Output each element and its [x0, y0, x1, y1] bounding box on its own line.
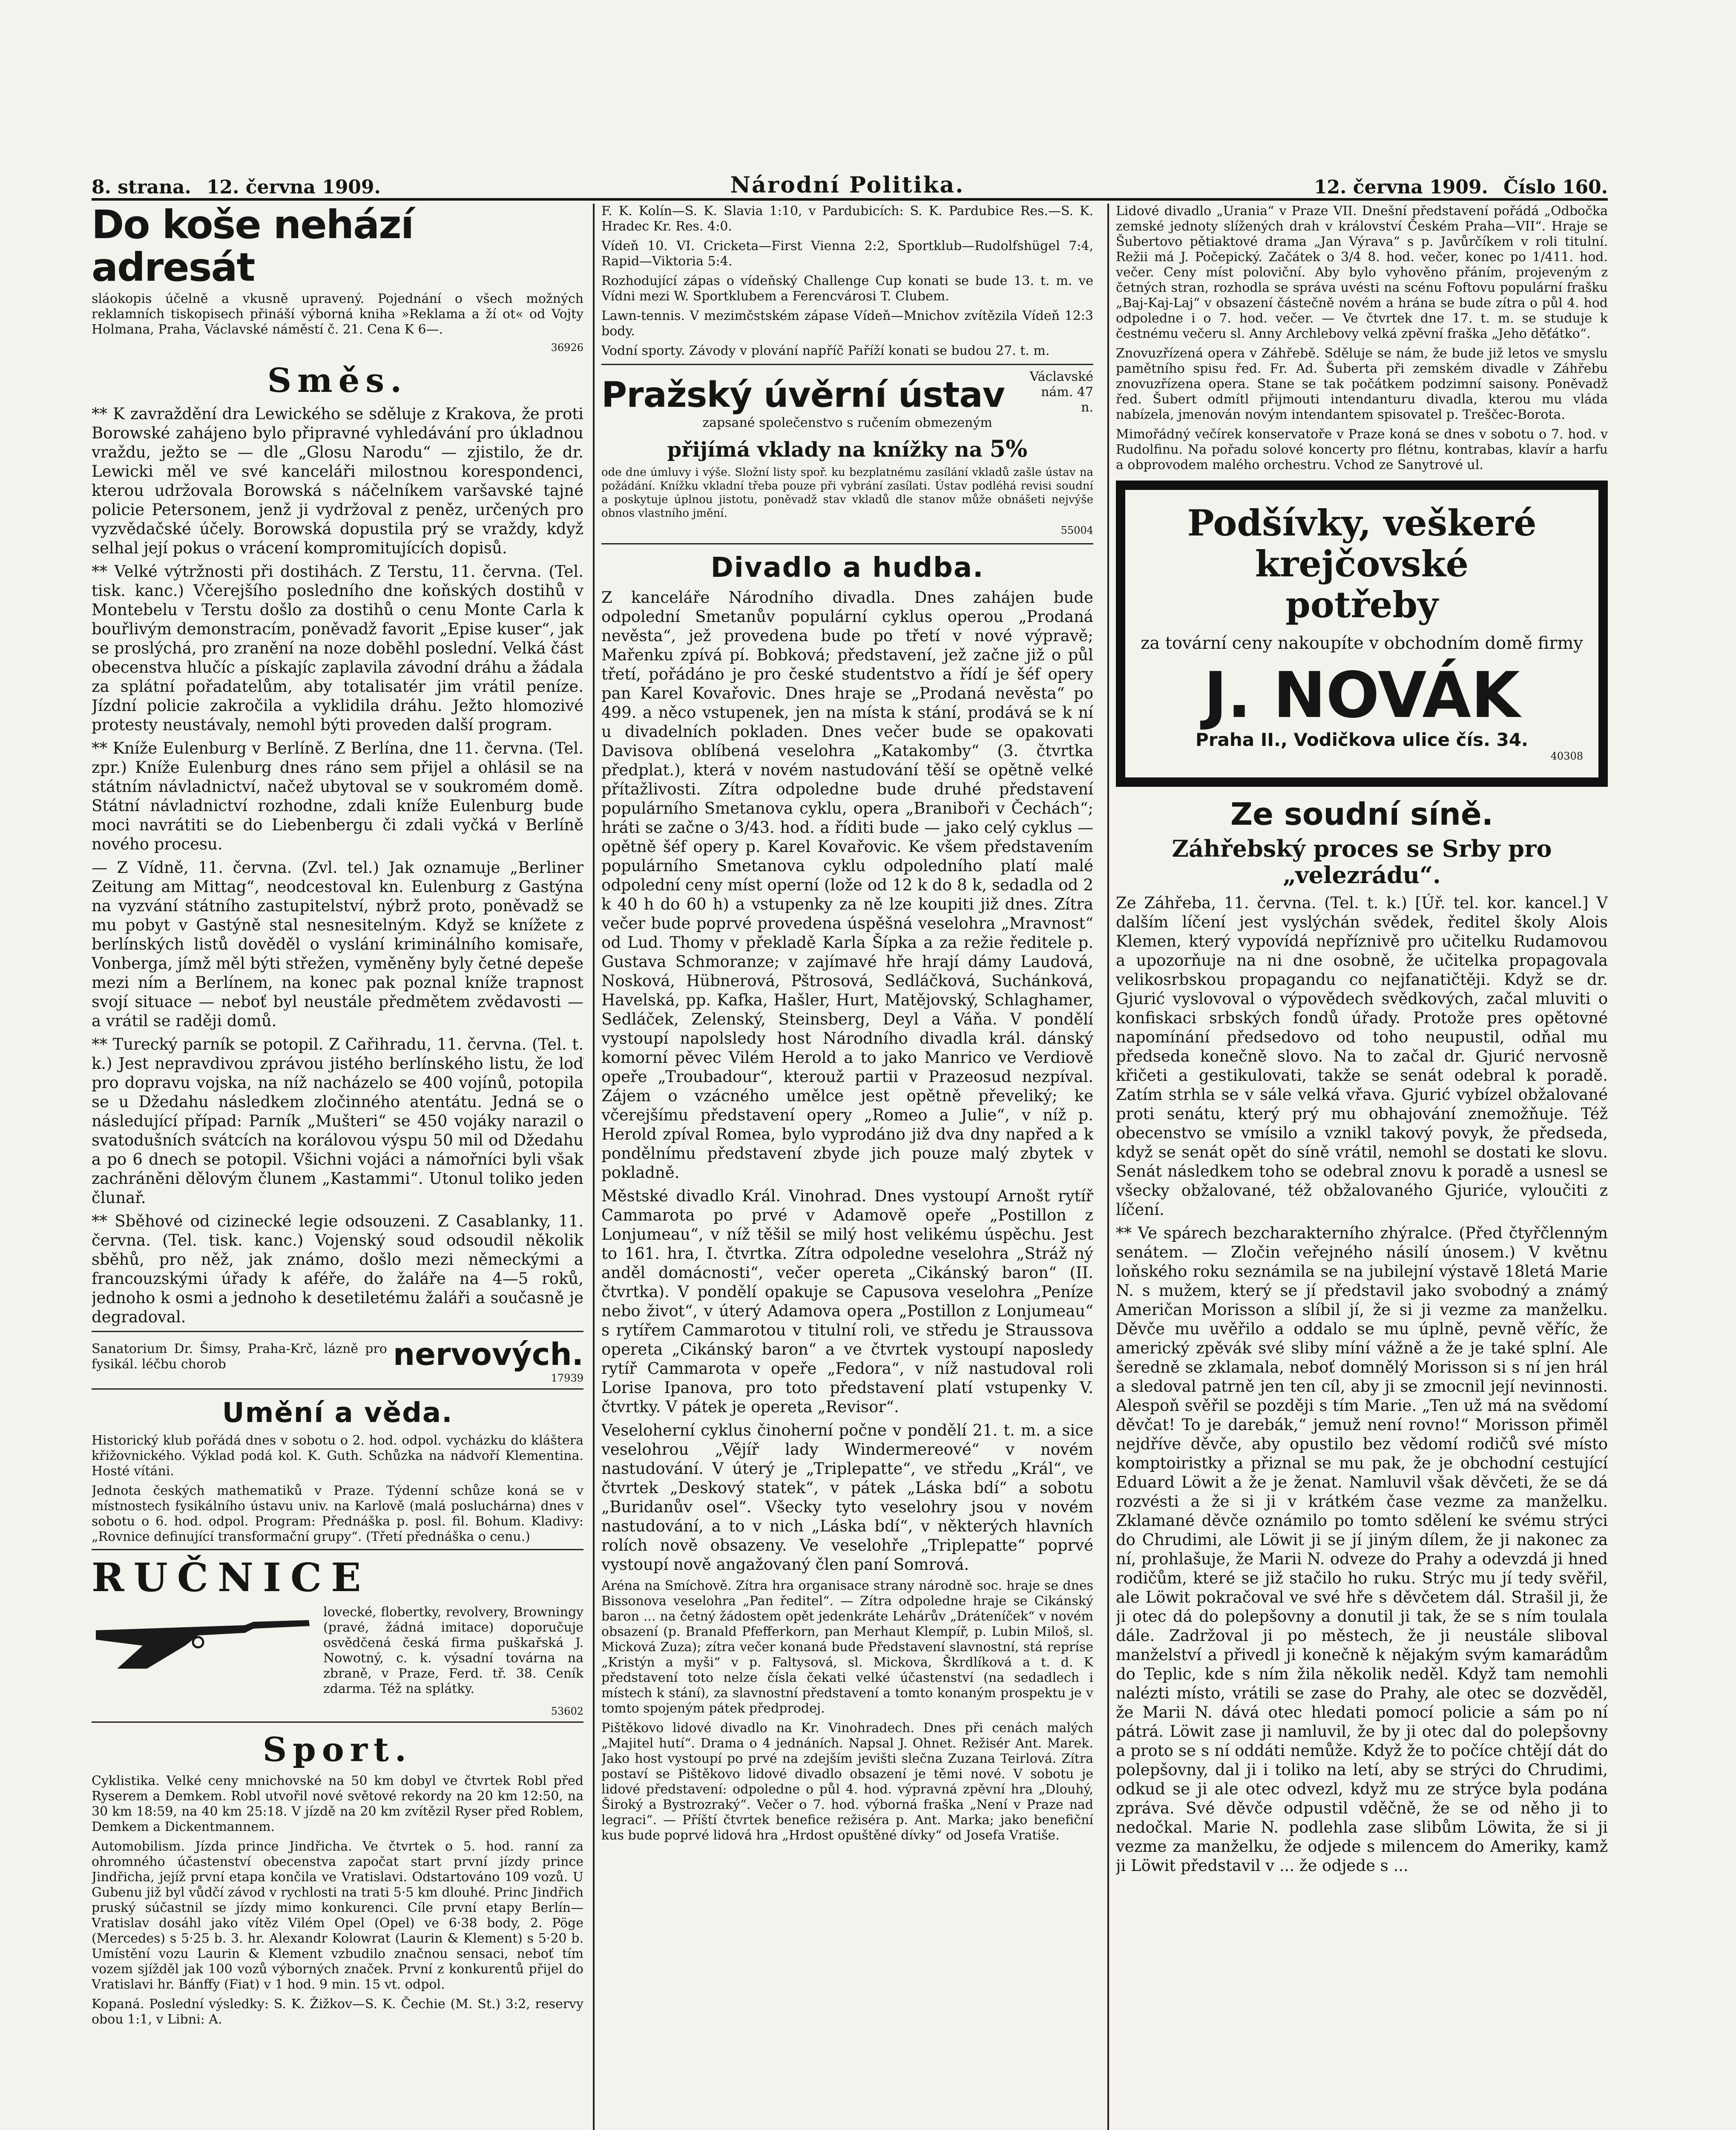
article: ** Kníže Eulenburg v Berlíně. Z Berlína, dne 11. června. (Tel. zpr.) Kníže Eulenburg dnes ráno sem přijel a ohlásil se na státním návladnictví, načež ubytoval se v soukromém domě. Státní návladnictví rozhodne, zdali kníže Eulenburg bude moci navrátiti se do Liebenbergu či zdali vyčká v Berlíně nového procesu. [92, 739, 583, 853]
novak-line1: Podšívky, veškeré krejčovské [1187, 502, 1537, 585]
article: ** Velké výtržnosti při dostihách. Z Terstu, 11. června. (Tel. tisk. kanc.) Včerejšího posledního dne koňských dostihů v Montebelu v Terstu došlo za dostihů o cenu Monte Carla k bouřlivým demonstracím, poněvadž favorit „Epise kuser“, jak se proslýchá, pro zranění na noze doběhl poslední. Velká část obecenstva hlučíc a pískajíc zaplavila závodní dráhu a žádala za splátní pořadatelům, aby totalisatér jim vrátil peníze. Jízdní policie zakročila a vyklidila dráhu. Ježto hlomozivé protesty neustávaly, nemohl býti proveden další program. [92, 562, 583, 734]
article: Historický klub pořádá dnes v sobotu o 2. hod. odpol. vycházku do kláštera křižovnického. Výklad podá kol. K. Guth. Schůzka na nádvoří Klementina. Hosté vítáni. [92, 1433, 583, 1479]
novak-line2: potřeby [1285, 584, 1438, 626]
column-rule [1107, 204, 1109, 2130]
header-date-right: 12. června 1909. [1313, 176, 1488, 198]
article: Městské divadlo Král. Vinohrad. Dnes vystoupí Arnošt rytíř Cammarota po prvé v Adamově opeře „Postillon z Lonjumeau“, v níž těšil se milý host velikému úspěchu. Jest to 161. hra, I. čtvrtka. Zítra odpoledne veselohra „Stráž ný anděl domácnosti“, večer opereta „Cikánský baron“ (II. čtvrtka). V pondělí opakuje se Capusova veselohra „Peníze nebo život“, v úterý Adamova opera „Postillon z Lonjumeau“ s rytířem Cammarotou v titulní roli, ve středu je Straussova opereta „Cikánský baron“ a ve čtvrtek vystoupí naposledy rytíř Cammarota v opeře „Fedora“, v níž nastudoval roli Lorise Ipanova, pro toto představení platí vstupenky V. čtvrtky. V pátek je opereta „Revisor“. [601, 1187, 1093, 1416]
ad-novak [1116, 481, 1608, 787]
sanatorium-text: Sanatorium Dr. Šimsy, Praha-Krč, lázně pro fysikál. léčbu chorob [92, 1341, 387, 1372]
column-1 [92, 204, 583, 2130]
ad-number: 55004 [1061, 524, 1093, 536]
column-rule [593, 204, 595, 2130]
article: Aréna na Smíchově. Zítra hra organisace strany národně soc. hraje se dnes Bissonova veselohra „Pan ředitel“. — Zítra odpoledne hraje se Cikánský baron ... na četný žádostem opět jedenkráte Lehárův „Dráteníček“ v novém obsazení (p. Branald Pfefferkorn, pan Merhaut Klempíř, p. Lubin Miloš, sl. Micková Zuza); zítra večer konaná bude Představení slavnostní, stá repríse „Kristýn a myši“ v p. Faltysová, sl. Mickova, Škrdlíková a t. d. K představení toto nelze čísla čekati velké účastenství (na sedadlech i místech k stání), za slavnostní představení a tomto konaným prospektu je v tomto spojeným pátek předprodej. [601, 1578, 1093, 1716]
article: ** Turecký parník se potopil. Z Cařihradu, 11. června. (Tel. t. k.) Jest nepravdivou zprávou jistého berlínského listu, že loď pro dopravu vojska, na níž nacházelo se 400 vojínů, potopila se u Džedahu následkem zločinného atentátu. Jedná se o následující případ: Parník „Mušteri“ se 450 vojáky narazil o svatodušních svátcích na korálovou výspu 50 mil od Džedahu a po 6 dnech se potopil. Všichni vojáci a námořníci byli však zachráněni dělovým člunem „Kastammi“. Utonul toliko jeden člunař. [92, 1035, 583, 1207]
ad-sanatorium [92, 1336, 583, 1372]
article: Znovuzřízená opera v Záhřebě. Sděluje se nám, že bude již letos ve smyslu pamětního spisu řed. Fr. Ad. Šuberta při zemském divadle v Záhřebu znovuzřízena opera. Stane se tak počátkem podzimní saisony. Poněvadž řed. Šubert odmítl přijmouti intendanturu divadla, kterou mu vláda nabízela, jmenován novým intendantem spisovatel p. Treščec-Borota. [1116, 346, 1608, 422]
bank-percent: 5% [989, 435, 1028, 462]
article: ** K zavraždění dra Lewického se sděluje z Krakova, že proti Borowské zahájeno bylo připravné vyhledávání pro úkladnou vraždu, ježto se — dle „Glosu Narodu“ — zjistilo, že dr. Lewicki měl ve své kanceláři milostnou korespondenci, kterou udržovala Borowská s náčelníkem varšavské tajné policie Petersonem, jenž ji vydržoval z peněz, určených pro vyzvědačské účely. Borowská dopustila prý se vraždy, když selhal její pokus o vrácení kompromitujících dopisů. [92, 405, 583, 557]
ad-number: 53602 [551, 1705, 583, 1717]
article: Pištěkovo lidové divadlo na Kr. Vinohradech. Dnes při cenách malých „Majitel hutí“. Drama o 4 jednáních. Napsal J. Ohnet. Režisér Ant. Marek. Jako host vystoupí po prvé na zdejším jevišti slečna Zuzana Teirlová. Zítra postaví se Pištěkovo lidové divadlo obsazení je těmi nové. V sobotu je lidové představení: odpoledne o půl 4. hod. výpravná zpěvní hra „Dlouhý, Široký a Bystrozraký“. Večer o 7. hod. výborná fraška „Není v Praze nad legraci“. — Příští čtvrtek benefice režiséra p. Ant. Marka; jako benefiční kus bude poprvé lidová hra „Hrdost opuštěné dívky“ od Josefa Vratiše. [601, 1721, 1093, 1843]
sanatorium-big: nervových. [393, 1336, 583, 1372]
article: Vídeň 10. VI. Cricketa—First Vienna 2:2, Sportklub—Rudolfshügel 7:4, Rapid—Viktoria 5:4. [601, 239, 1093, 269]
article: Mimořádný večírek konservatoře v Praze koná se dnes v sobotu o 7. hod. v Rudolfinu. Na pořadu solové koncerty pro flétnu, kontrabas, klavír a harfu a obprovodem malého orchestru. Vchod ze Sanytrové ul. [1116, 427, 1608, 472]
article: Cyklistika. Velké ceny mnichovské na 50 km dobyl ve čtvrtek Robl před Ryserem a Demkem. Robl utvořil nové světové rekordy na 20 km 12:50, na 30 km 18:59, na 40 km 25:18. V jízdě na 20 km zvítězil Ryser před Roblem, Demkem a Dickentmannem. [92, 1773, 583, 1834]
bank-line1: zapsané společenstvo s ručením obmezeným [702, 415, 992, 430]
bank-name: Pražský úvěrní ústav [601, 375, 1005, 415]
bank-line2: přijímá vklady na knížky na [667, 438, 983, 462]
ad-bank [601, 364, 1093, 544]
novak-name: J. NOVÁK [1204, 659, 1520, 732]
issue-number: Číslo 160. [1503, 176, 1608, 198]
article: Lawn-tennis. V mezimčstském zápase Vídeň—Mnichov zvítězila Vídeň 12:3 body. [601, 308, 1093, 339]
article: Veseloherní cyklus činoherní počne v pondělí 21. t. m. a sice veselohrou „Vějíř lady Windermereové“ v novém nastudování. V úterý je „Triplepatte“, ve středu „Král“, ve čtvrtek „Deskový statek“, v pátek „Láska bdí“ a sobotu „Buridanův osel“. Všecky tyto veselohry jsou v novém nastudování, a to v nich „Láska bdí“, v některých hlavních rolích nově obsazeny. Ve veselohře „Triplepatte“ poprvé vystoupí nově angažovaný člen paní Somrová. [601, 1421, 1093, 1574]
rucnice-title: RUČNICE [92, 1554, 371, 1600]
ad-rucnice [92, 1554, 583, 1717]
article: Z kanceláře Národního divadla. Dnes zahájen bude odpolední Smetanův populární cyklus operou „Prodaná nevěsta“, jež provedena bude po třetí v nové výpravě; Mařenku zpívá pí. Bobková; představení, jež začne již o půl třetí, pořádáno je pro české studentstvo a řídí je šéf opery pan Karel Kovařovic. Dnes hraje se „Prodaná nevěsta“ po 499. a něco vstupenek, jen na místa k stání, prodává se k ní u divadelních pokladen. Dnes večer bude se opakovati Davisova oblíbená veselohra „Katakomby“ (3. čtvrtka předplat.), která v novém nastudování těší se opětně velké přítažlivosti. Zítra odpoledne bude druhé představení populárního Smetanova cyklu, opera „Braniboři v Čechách“; hráti se začne o 3/43. hod. a říditi bude — jako celý cyklus — opětně šéf opery p. Karel Kovařovic. Ke všem představením populárního Smetanova cyklu odpoledního platí malé odpolední ceny míst operní (lože od 12 k do 8 k, sedadla od 2 k 40 h do 60 h) a vstupenky za ně lze koupiti již dnes. Zítra večer bude poprvé provedena úspěšná veselohra „Mravnost“ od Lud. Thomy v překladě Karla Šípka a za režie ředitele p. Gustava Schmoranze; v zajímavé hře hrají dámy Laudová, Nosková, Hübnerová, Pštrosová, Sedláčková, Suchánková, Havelská, pp. Kafka, Hašler, Hurt, Matějovský, Schlaghamer, Sedláček, Zelenský, Steinsberg, Deyl a Váňa. V pondělí vystoupí napolsledy host Národního divadla král. dánský komorní pěvec Vilém Herold a to jako Manrico ve Verdiově opeře „Troubadour“, kterouž partii v Prazeosud nezpíval. Zájem o vzácného umělce jest opětně převeliký; ke včerejšímu představení opery „Romeo a Julie“, v níž p. Herold zpíval Romea, bylo vyprodáno již dva dny napřed a k pondělnímu představení zbyde jich pouze malý zbytek v pokladně. [601, 588, 1093, 1182]
ad-number: 17939 [551, 1372, 583, 1384]
bank-address: Václavské nám. 47 n. [1029, 369, 1093, 415]
ad-number: 40308 [1550, 750, 1583, 762]
divider [92, 1388, 583, 1390]
novak-address: Praha II., Vodičkova ulice čís. 34. [1196, 729, 1528, 750]
masthead: Národní Politika. [730, 172, 965, 198]
page-header [92, 164, 1608, 201]
section-title-umeni: Umění a věda. [222, 1397, 453, 1429]
section-title-sport: Sport. [262, 1730, 413, 1769]
article: Ze Záhřeba, 11. června. (Tel. t. k.) [Úř. tel. kor. kancel.] V dalším líčení jest vyslýchán svědek, ředitel školy Alois Klemen, který vypovídá nepříznivě pro učitelku Rudamovou a upozorňuje na ni dne osobně, že učitelka propagovala velikosrbskou propagandu co nejfanatičtěji. Když se dr. Gjurić vyslovoval o výpovědech svědkových, začal mluviti o konfiskaci srbských fondů úřady. Protože pres opětovné napomínání předsedovo od toho neupustil, odňal mu předseda konečně slovo. Na to začal dr. Gjurić nervosně křičeti a gestikulovati, takže se senát odebral k poradě. Zatím strhla se v sále velká vřava. Gjurić vybízel obžalované proti senátu, který prý mu obhajování znemožňuje. Též obecenstvo se vmísilo a vznikl takový povyk, že předseda, když se senát opět do síně vrátil, nemohl se dostati ke slovu. Senát následkem toho se odebral znovu k poradě a usnesl se všecky obžalované, též obžalovaného Gjuriće, vyloučiti z líčení. [1116, 894, 1608, 1219]
divider [92, 1331, 583, 1332]
article: F. K. Kolín—S. K. Slavia 1:10, v Pardubicích: S. K. Pardubice Res.—S. K. Hradec Kr. Res. 4:0. [601, 204, 1093, 234]
article: ** Sběhové od cizinecké legie odsouzeni. Z Casablanky, 11. června. (Tel. tisk. kanc.) Vojenský soud odsoudil několik sběhů, pro něž, jak známo, došlo mezi německými a francouzskými úřady k aféře, do žaláře na 4—5 roků, jednoho k osmi a jednoho k desetiletému žaláři a současně je degradoval. [92, 1212, 583, 1326]
article: — Z Vídně, 11. června. (Zvl. tel.) Jak oznamuje „Berliner Zeitung am Mittag“, neodcestoval kn. Eulenburg z Gastýna na vyzvání státního zastupitelství, nýbrž proto, poněvadž se mu pobyt v Gastýně stal nesnesitelným. Když se knížete z berlínských listů dověděl o vyslání kriminálního komisaře, Vonberga, jímž měl býti střežen, vyměněny byly četné depeše mezi ním a Berlínem, na konec pak poznal kníže trapnost svojí situace — neboť byl neustále předmětem zvědavosti — a vrátil se raději domů. [92, 858, 583, 1030]
ad-dokose-title: Do koše nehází adresát [92, 204, 414, 290]
divider [92, 1721, 583, 1723]
article: Rozhodující zápas o vídeňský Challenge Cup konati se bude 13. t. m. ve Vídni mezi W. Sportklubem a Ferencvárosi T. Clubem. [601, 273, 1093, 304]
section-title-smes: Směs. [267, 361, 408, 400]
article: Lidové divadlo „Urania“ v Praze VII. Dnešní představení pořádá „Odbočka zemské jednoty slížených drah v království Českém Praha—VII“. Hraje se Šubertovo pětiaktové drama „Jan Výrava“ s p. Javůrčíkem v roli titulní. Režii má J. Počepický. Začátek o 3/4 8. hod. večer, konec po 1/411. hod. večer. Ceny míst poloviční. Aby bylo vyhověno přáním, projeveným z četných stran, rozhodla se správa uvésti na scénu Foftovu populární frašku „Baj-Kaj-Laj“ v obsazení částečně novém a hrána se bude zítra o půl 4. hod odpoledne i o 7. hod. večer. — Ve čtvrtek dne 17. t. m. se studuje k čestnému večeru sl. Anny Archlebovy velká zpěvní fraška „Jeho děťátko“. [1116, 204, 1608, 341]
section-title-divadlo: Divadlo a hudba. [710, 552, 984, 584]
divider [92, 1549, 583, 1550]
header-date-left: 12. června 1909. [206, 176, 381, 198]
section-title-court: Ze soudní síně. [1230, 796, 1494, 832]
ad-number: 36926 [551, 342, 583, 354]
bank-line3: ode dne úmluvy i výše. Složní listy spoř. ku bezplatnému zasílání vkladů zašle ústav na požádání. Knížku vkladní třeba pouze při vybrání zasílati. Ústav podléhá revisi soudní a poskytuje úplnou jistotu, poněvadž stav vkladů dle stanov může obnášeti nejvýše obnos vlastního jmění. [601, 466, 1093, 520]
novak-line3: za tovární ceny nakoupíte v obchodním domě firmy [1141, 633, 1583, 653]
rifle-icon [92, 1605, 313, 1673]
article: Vodní sporty. Závody v plování napříč Paříží konati se budou 27. t. m. [601, 343, 1050, 358]
article: ** Ve spárech bezcharakterního zhýralce. (Před čtyřčlenným senátem. — Zločin veřejného násilí únosem.) V květnu loňského roku seznámila se na jubilejní výstavě 18letá Marie N. s mužem, který se jí představil jako svobodný a známý Američan Morisson a slíbil jí, že si ji vezme za manželku. Děvče mu uvěřilo a oddalo se mu úplně, pevně věříc, že americký zpěvák své sliby míní vážně a že je také splní. Ale šeredně se zklamala, neboť domnělý Morisson si s ní jen hrál a sledoval patrně jen ten cíl, aby ji se zmocnil její nevinnosti. Alespoň svěřil se později s tím Marie. „Ten už má na svědomí děvčat! To je darebák,“ jemuž není rovno!“ Morisson přiměl nejdříve děvče, aby opustilo bez vědomí rodičů své místo komptoiristky a přiznal se mu pak, že je obchodní cestující Eduard Löwit a že je ženat. Namluvil však děvčeti, že se dá rozvésti a že si ji v krátkém čase vezme za manželku. Zklamané děvče oznámilo po tomto sdělení ke svému strýci do Chrudimi, ale Löwit ji se jí jiným dílem, že ji nakonec za ní, prohlašuje, že Marii N. odveze do Prahy a odevzdá ji hned rodičům, které se již stačilo ho ruku. Strýc mu jí tedy svěřil, ale Löwit pokračoval ve své hře s děvčetem dál. Strašil ji, že ji otec dá do polepšovny a donutil ji tak, že se s ním toulala dále. Zadržoval ji po městech, že ji neustále sliboval manželství a přivedl ji konečně k nějakým svým kamarádům do Teplic, kde s ním žila několik neděl. Když tam nemohli nalézti místo, vrátili se zase do Prahy, ale otec se dozvěděl, že Marii N. dává otec hledati pomocí policie a sám po ní pátrá. Löwit zase ji namluvil, že by ji otec dal do polepšovny a proto se s ní oddáti nemůže. Když že to počíce chtějí dát do polepšovny, dal ji i toliko na letí, aby se strýci do Chrudimi, odkud se ji ale otec odvezl, když mu ze strýce byla podána zpráva. Své děvče odpustil vděčně, že se od něho ji to nedočkal. Marie N. podlehla zase slibům Löwita, že si ji vezme za manželku, že odjede s milencem do Ameriky, kamž ji Löwit představil v ... že odjede s ... [1116, 1224, 1608, 1875]
rucnice-text: lovecké, flobertky, revolvery, Browningy (pravé, žádná imitace) doporučuje osvědčená česká firma puškařská J. Nowotný, c. k. výsadní továrna na zbraně, v Praze, Ferd. tř. 38. Ceník zdarma. Též na splátky. [323, 1605, 583, 1696]
court-subtitle: Záhřebský proces se Srby pro „velezrádu“. [1172, 835, 1552, 889]
article: Kopaná. Poslední výsledky: S. K. Žižkov—S. K. Čechie (M. St.) 3:2, reservy obou 1:1, v Libni: A. [92, 1997, 583, 2027]
article: Automobilism. Jízda prince Jindřicha. Ve čtvrtek o 5. hod. ranní za ohromného účastenství obecenstva započat start první jízdy prince Jindřicha, jejíž první etapa končila ve Vratislavi. Odstartováno 109 vozů. U Gubenu již byl vůdčí závod v rychlosti na trati 5·5 km dlouhé. Princ Jindřich pruský súčastnil se jízdy mimo konkurenci. Cíle první etapy Berlín—Vratislav dosáhl jako vítěz Vilém Opel (Opel) ve 6·38 body, 2. Pöge (Mercedes) s 5·25 b. 3. hr. Alexandr Kolowrat (Laurin & Klement) s 5·20 b. Umístění vozu Laurin & Klement vzbudilo značnou sensaci, neboť tím vozem sjížděl jak 100 vozů výborných značek. První z konkurentů přijel do Vratislavi hr. Bánffy (Fiat) v 1 hod. 9 min. 15 vt. odpol. [92, 1839, 583, 1992]
article: Jednota českých mathematiků v Praze. Týdenní schůze koná se v místnostech fysikálního ústavu univ. na Karlově (malá posluchárna) dnes v sobotu o 6. hod. odpol. Program: Přednáška p. posl. fil. Bohum. Kladivy: „Rovnice definující transformační grupy“. (Třetí přednáška o cenu.) [92, 1483, 583, 1544]
column-2 [601, 204, 1093, 2130]
page-number: 8. strana. [92, 176, 191, 198]
ad-dokose [92, 204, 583, 354]
ad-dokose-text: sláokopis účelně a vkusně upravený. Pojednání o všech možných reklamních tiskopisech přináší výborná kniha »Reklama a ží ot« od Vojty Holmana, Praha, Václavské náměstí č. 21. Cena K 6—. [92, 291, 583, 337]
column-3 [1116, 204, 1608, 2130]
